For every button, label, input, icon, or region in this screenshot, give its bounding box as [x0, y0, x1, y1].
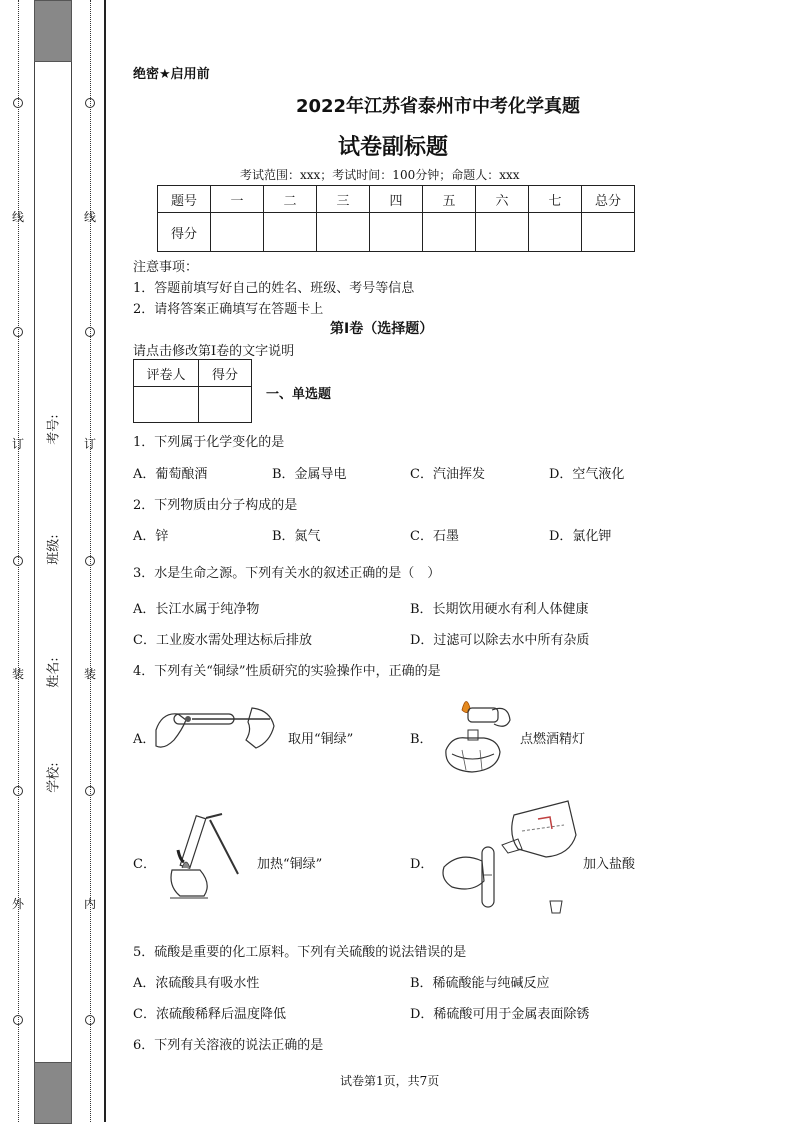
score-header-cell: 七: [529, 186, 582, 213]
score-table-row: [158, 213, 635, 252]
outer-label: 装: [11, 667, 24, 681]
question-stem: 6．下列有关溶液的说法正确的是: [133, 1038, 324, 1053]
score-header-cell: 题号: [158, 186, 211, 213]
grader-row: [134, 387, 252, 423]
score-cell[interactable]: [317, 213, 370, 252]
bottom-gray-block: [34, 1062, 72, 1124]
hole-circle: [85, 786, 95, 796]
option-a[interactable]: A．长江水属于纯净物: [133, 602, 260, 617]
option-c-caption: 加热“铜绿”: [257, 857, 323, 872]
inner-label: 装: [83, 667, 96, 681]
exam-info: 考试范围：xxx；考试时间：100分钟；命题人：xxx: [240, 168, 520, 182]
name-field[interactable]: 姓名:: [46, 657, 62, 688]
option-d[interactable]: D．氯化钾: [549, 529, 612, 544]
secret-label: 绝密★启用前: [133, 67, 210, 82]
add-acid-illustration: [438, 795, 578, 919]
outer-label: 外: [11, 897, 24, 911]
option-a[interactable]: A．锌: [133, 529, 169, 544]
score-header-cell: 二: [264, 186, 317, 213]
option-d[interactable]: D．空气液化: [549, 467, 625, 482]
hole-circle: [85, 1015, 95, 1025]
score-header-cell: 三: [317, 186, 370, 213]
outer-label: 订: [11, 437, 24, 451]
option-a[interactable]: A．葡萄酿酒: [133, 467, 208, 482]
note-item: 1．答题前填写好自己的姓名、班级、考号等信息: [133, 281, 415, 296]
option-c[interactable]: C．工业废水需处理达标后排放: [133, 633, 312, 648]
heat-powder-illustration: [150, 810, 250, 906]
score-cell[interactable]: [423, 213, 476, 252]
light-lamp-illustration: [432, 690, 518, 780]
score-header-cell: 四: [370, 186, 423, 213]
hole-circle: [13, 1015, 23, 1025]
question-stem: 5．硫酸是重要的化工原料。下列有关硫酸的说法错误的是: [133, 945, 467, 960]
hole-circle: [85, 327, 95, 337]
exam-subtitle: 试卷副标题: [338, 135, 449, 160]
hole-circle: [13, 327, 23, 337]
score-cell[interactable]: [264, 213, 317, 252]
top-gray-block: [34, 0, 72, 62]
exam-number-field[interactable]: 考号:: [46, 414, 62, 445]
score-cell[interactable]: [582, 213, 635, 252]
score-header-cell: 六: [476, 186, 529, 213]
question-stem: 4．下列有关“铜绿”性质研究的实验操作中，正确的是: [133, 664, 441, 679]
question-stem: 1．下列属于化学变化的是: [133, 435, 285, 450]
score-row-label: 得分: [158, 213, 211, 252]
option-c[interactable]: C．石墨: [410, 529, 459, 544]
question-stem: 3．水是生命之源。下列有关水的叙述正确的是（ ）: [133, 566, 441, 581]
grader-cell[interactable]: [199, 387, 252, 423]
option-d[interactable]: D．: [410, 857, 434, 872]
option-d[interactable]: D．稀硫酸可用于金属表面除锈: [410, 1007, 590, 1022]
binding-margin: [0, 0, 106, 1122]
score-cell[interactable]: [370, 213, 423, 252]
grader-header-cell: 得分: [199, 360, 252, 387]
note-item: 2．请将答案正确填写在答题卡上: [133, 302, 324, 317]
section-title: 一、单选题: [266, 387, 332, 402]
option-a[interactable]: A．: [133, 732, 156, 747]
hole-circle: [85, 556, 95, 566]
outer-label: 线: [11, 210, 24, 224]
option-d[interactable]: D．过滤可以除去水中所有杂质: [410, 633, 590, 648]
grader-header-cell: 评卷人: [134, 360, 199, 387]
option-c[interactable]: C．汽油挥发: [410, 467, 485, 482]
option-d-caption: 加入盐酸: [583, 857, 636, 872]
grader-table: [133, 359, 252, 423]
hole-circle: [13, 556, 23, 566]
school-field[interactable]: 学校:: [46, 762, 62, 793]
inner-label: 订: [83, 437, 96, 451]
option-b[interactable]: B．金属导电: [272, 467, 347, 482]
grader-header-row: [134, 360, 252, 387]
option-b[interactable]: B．: [410, 732, 433, 747]
score-header-cell: 五: [423, 186, 476, 213]
take-powder-illustration: [152, 700, 278, 760]
class-field[interactable]: 班级:: [46, 534, 62, 565]
inner-label: 线: [83, 210, 96, 224]
inner-label: 内: [83, 897, 96, 911]
option-a[interactable]: A．浓硫酸具有吸水性: [133, 976, 260, 991]
page-footer: 试卷第1页，共7页: [340, 1074, 440, 1088]
score-cell[interactable]: [476, 213, 529, 252]
option-c[interactable]: C．浓硫酸稀释后温度降低: [133, 1007, 286, 1022]
option-c[interactable]: C．: [133, 857, 156, 872]
score-table: [157, 185, 635, 252]
grader-cell[interactable]: [134, 387, 199, 423]
score-header-cell: 总分: [582, 186, 635, 213]
option-b[interactable]: B．稀硫酸能与纯碱反应: [410, 976, 550, 991]
exam-title: 2022年江苏省泰州市中考化学真题: [295, 96, 581, 117]
part1-description: 请点击修改第I卷的文字说明: [133, 344, 295, 359]
option-a-caption: 取用“铜绿”: [288, 732, 354, 747]
question-stem: 2．下列物质由分子构成的是: [133, 498, 298, 513]
score-table-header-row: [158, 186, 635, 213]
score-cell[interactable]: [211, 213, 264, 252]
part1-title: 第I卷（选择题）: [330, 321, 434, 337]
hole-circle: [13, 786, 23, 796]
margin-edge-line: [104, 0, 106, 1122]
option-b-caption: 点燃酒精灯: [520, 732, 586, 747]
score-header-cell: 一: [211, 186, 264, 213]
option-b[interactable]: B．氮气: [272, 529, 321, 544]
option-b[interactable]: B．长期饮用硬水有利人体健康: [410, 602, 589, 617]
score-cell[interactable]: [529, 213, 582, 252]
notes-heading: 注意事项：: [133, 260, 199, 275]
